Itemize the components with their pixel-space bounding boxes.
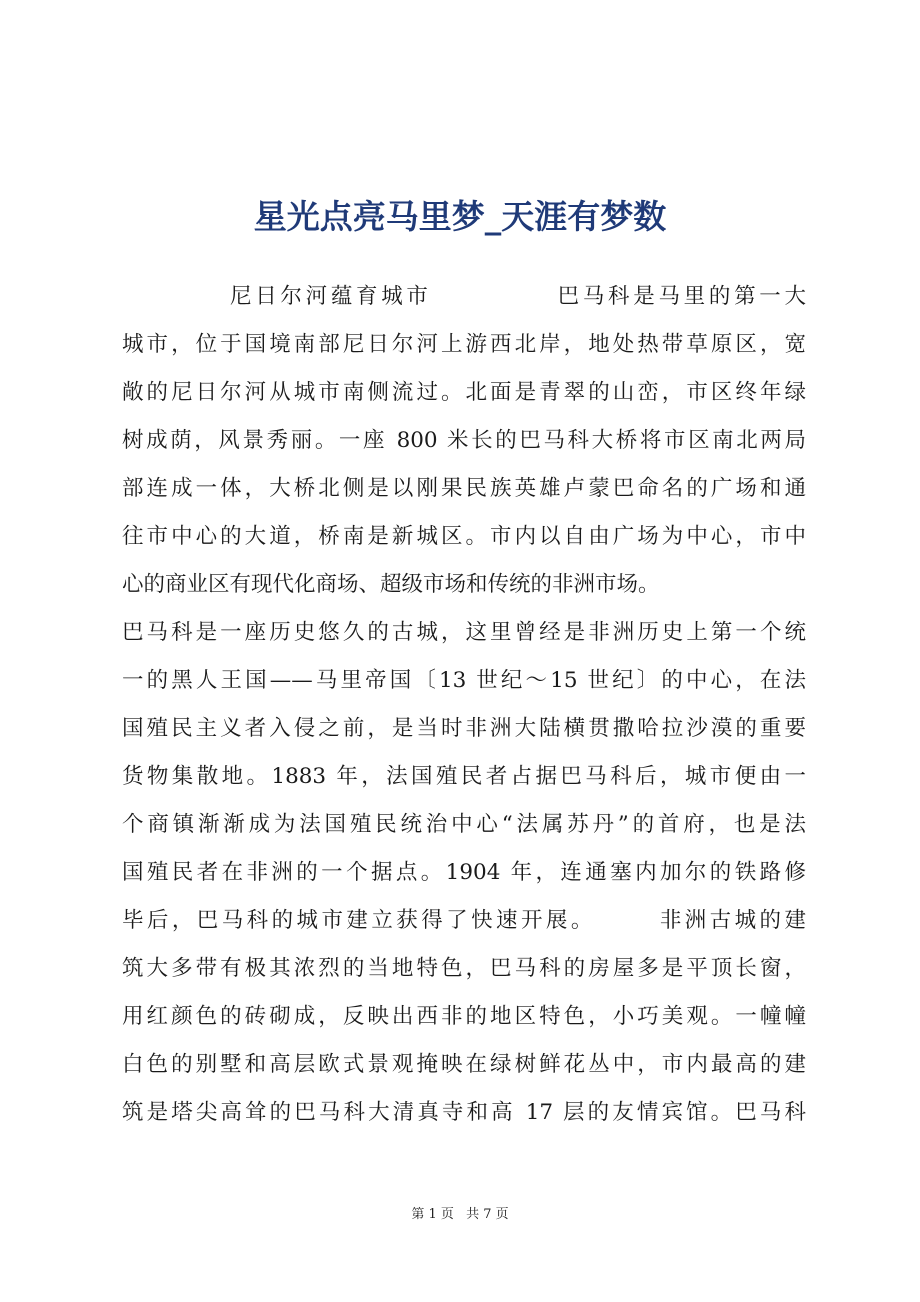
text-line: 货物集散地。1883 年，法国殖民者占据巴马科后，城市便由一 [122,764,806,789]
text-line: 国殖民者在非洲的一个据点。1904 年，连通塞内加尔的铁路修 [122,860,806,885]
text-line: 一的黑人王国——马里帝国〔13 世纪～15 世纪〕的中心，在法 [122,668,806,693]
text-line: 筑是塔尖高耸的巴马科大清真寺和高 17 层的友情宾馆。巴马科 [122,1100,806,1125]
page-number: 第 1 页 [411,1207,454,1222]
text-line: 个商镇渐渐成为法国殖民统治中心“法属苏丹”的首府，也是法 [122,812,806,837]
text-line: 尼日尔河蕴育城市 巴马科是马里的第一大 [230,284,806,309]
text-line: 毕后，巴马科的城市建立获得了快速开展。 非洲古城的建 [122,908,806,933]
text-line: 筑大多带有极其浓烈的当地特色，巴马科的房屋多是平顶长窗， [122,956,806,981]
text-line: 部连成一体，大桥北侧是以刚果民族英雄卢蒙巴命名的广场和通 [122,476,806,501]
text-line: 心的商业区有现代化商场、超级市场和传统的非洲市场。 [122,572,660,597]
text-line: 巴马科是一座历史悠久的古城，这里曾经是非洲历史上第一个统 [122,620,806,645]
text-line: 城市，位于国境南部尼日尔河上游西北岸，地处热带草原区，宽 [122,332,806,357]
total-pages: 共 7 页 [466,1207,509,1222]
text-line: 敞的尼日尔河从城市南侧流过。北面是青翠的山峦，市区终年绿 [122,380,806,405]
page-title: 星光点亮马里梦_天涯有梦数 [253,197,667,236]
text-line: 白色的别墅和高层欧式景观掩映在绿树鲜花丛中，市内最高的建 [122,1052,806,1077]
text-line: 往市中心的大道，桥南是新城区。市内以自由广场为中心，市中 [122,524,806,549]
text-line: 用红颜色的砖砌成，反映出西非的地区特色，小巧美观。一幢幢 [122,1004,806,1029]
text-line: 树成荫，风景秀丽。一座 800 米长的巴马科大桥将市区南北两局 [122,428,806,453]
page-footer [0,1205,920,1225]
text-line: 国殖民主义者入侵之前，是当时非洲大陆横贯撒哈拉沙漠的重要 [122,716,806,741]
body-text [122,273,806,1137]
